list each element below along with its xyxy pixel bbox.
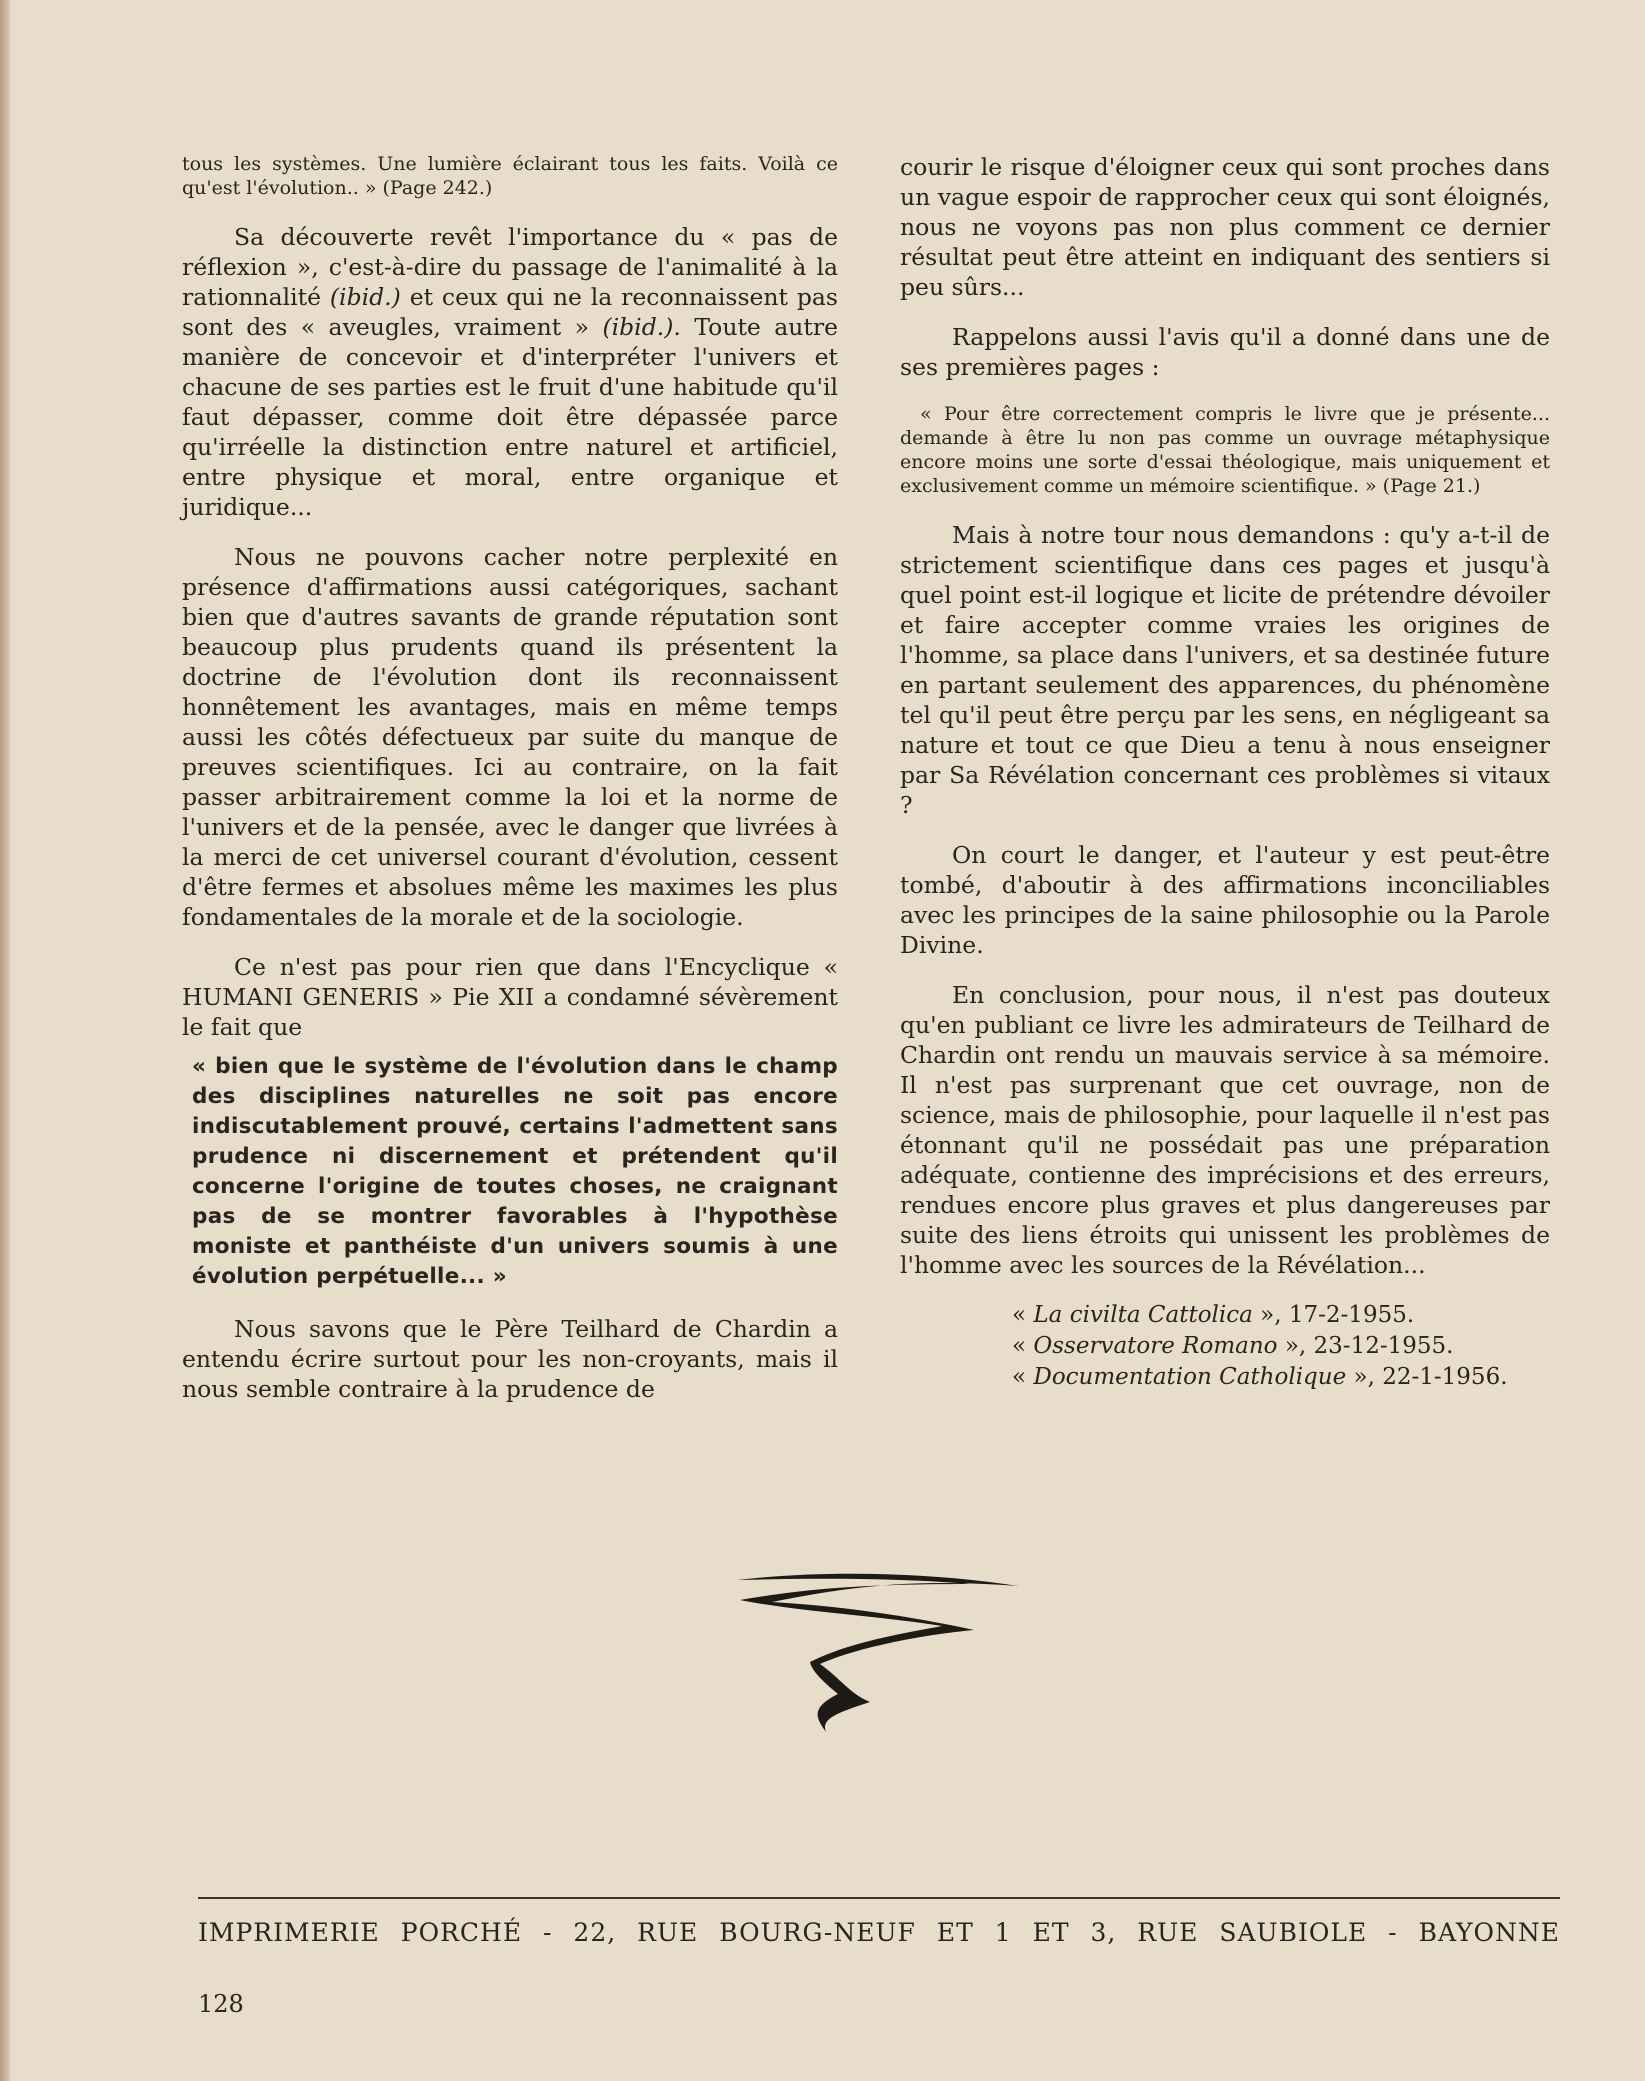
page-spine-shadow <box>0 0 10 2081</box>
sources-list <box>1012 1300 1550 1393</box>
source-item: « La civilta Cattolica », 17-2-1955. <box>1012 1302 1415 1328</box>
paragraph-danger: On court le danger, et l'auteur y est peut-être tombé, d'aboutir à des affirmations inconciliables avec les principes de la saine philosophie ou la Parole Divine. <box>900 841 1550 959</box>
paragraph-discovery: Sa découverte revêt l'importance du « pas de réflexion », c'est-à-dire du passage de l'animalité à la rationnalité (ibid.) et ceux qui ne la reconnaissent pas sont des « aveugles, vraiment » (ibid.). Toute autre manière de concevoir et d'interpréter l'univers et chacune de ses parties est le fruit d'une habitude qu'il faut dépasser, comme doit être dépassée parce qu'irréelle la distinction entre naturel et artificiel, entre physique et moral, entre organique et juridique... <box>182 223 838 521</box>
paragraph-recall: Rappelons aussi l'avis qu'il a donné dans une de ses premières pages : <box>900 323 1550 381</box>
source-item: « Documentation Catholique », 22-1-1956. <box>1012 1364 1508 1390</box>
quote-continuation: tous les systèmes. Une lumière éclairant tous les faits. Voilà ce qu'est l'évolution.. » (Page 242.) <box>182 153 838 199</box>
paragraph-risk: courir le risque d'éloigner ceux qui sont proches dans un vague espoir de rapprocher ceux qui sont éloignés, nous ne voyons pas non plus comment ce dernier résultat peut être atteint en indiquant des sentiers si peu sûrs... <box>900 153 1550 301</box>
decorative-flourish-ornament <box>730 1568 1030 1738</box>
source-item: « Osservatore Romano », 23-12-1955. <box>1012 1333 1454 1359</box>
author-quote: « Pour être correctement compris le livre que je présente... demande à être lu non pas comme un ouvrage métaphysique encore moins une sorte d'essai théologique, mais uniquement et exclusivement comme un mémoire scientifique. » (Page 21.) <box>900 403 1550 497</box>
flourish-stroke <box>738 1574 1018 1732</box>
page-number: 128 <box>198 1990 244 2018</box>
paragraph-question: Mais à notre tour nous demandons : qu'y a-t-il de strictement scientifique dans ces pages et jusqu'à quel point est-il logique et licite de prétendre dévoiler et faire accepter comme vraies les origines de l'homme, sa place dans l'univers, et sa destinée future en partant seulement des apparences, du phénomène tel qu'il peut être perçu par les sens, en négligeant sa nature et tout ce que Dieu a tenu à nous enseigner par Sa Révélation concernant ces problèmes si vitaux ? <box>900 521 1550 819</box>
footer-rule <box>198 1897 1560 1899</box>
right-column <box>900 152 1550 1393</box>
encyclical-quote: « bien que le système de l'évolution dans le champ des disciplines naturelles ne soit pas encore indiscutablement prouvé, certains l'admettent sans prudence ni discernement et prétendent qu'il concerne l'origine de toutes choses, ne craignant pas de se montrer favorables à l'hypothèse moniste et panthéiste d'un univers soumis à une évolution perpétuelle... » <box>192 1054 838 1289</box>
paragraph-encyclical: Ce n'est pas pour rien que dans l'Encyclique « HUMANI GENERIS » Pie XII a condamné sévèrement le fait que <box>182 953 838 1041</box>
paragraph-conclusion: En conclusion, pour nous, il n'est pas douteux qu'en publiant ce livre les admirateurs de Teilhard de Chardin ont rendu un mauvais service à sa mémoire. Il n'est pas surprenant que cet ouvrage, non de science, mais de philosophie, pour laquelle il n'est pas étonnant qu'il ne possédait pas une préparation adéquate, contienne des imprécisions et des erreurs, rendues encore plus graves et plus dangereuses par suite des liens étroits qui unissent les problèmes de l'homme avec les sources de la Révélation... <box>900 981 1550 1279</box>
paragraph-teilhard: Nous savons que le Père Teilhard de Chardin a entendu écrire surtout pour les non-croyants, mais il nous semble contraire à la prudence de <box>182 1315 838 1403</box>
left-column <box>182 152 838 1424</box>
paragraph-perplexity: Nous ne pouvons cacher notre perplexité en présence d'affirmations aussi catégoriques, sachant bien que d'autres savants de grande réputation sont beaucoup plus prudents quand ils présentent la doctrine de l'évolution dont ils reconnaissent honnêtement les avantages, mais en même temps aussi les côtés défectueux par suite du manque de preuves scientifiques. Ici au contraire, on la fait passer arbitrairement comme la loi et la norme de l'univers et de la pensée, avec le danger que livrées à la merci de cet universel courant d'évolution, cessent d'être fermes et absolues même les maximes les plus fondamentales de la morale et de la sociologie. <box>182 543 838 931</box>
printer-imprint: IMPRIMERIE PORCHÉ - 22, RUE BOURG-NEUF ET 1 ET 3, RUE SAUBIOLE - BAYONNE <box>198 1918 1560 1947</box>
